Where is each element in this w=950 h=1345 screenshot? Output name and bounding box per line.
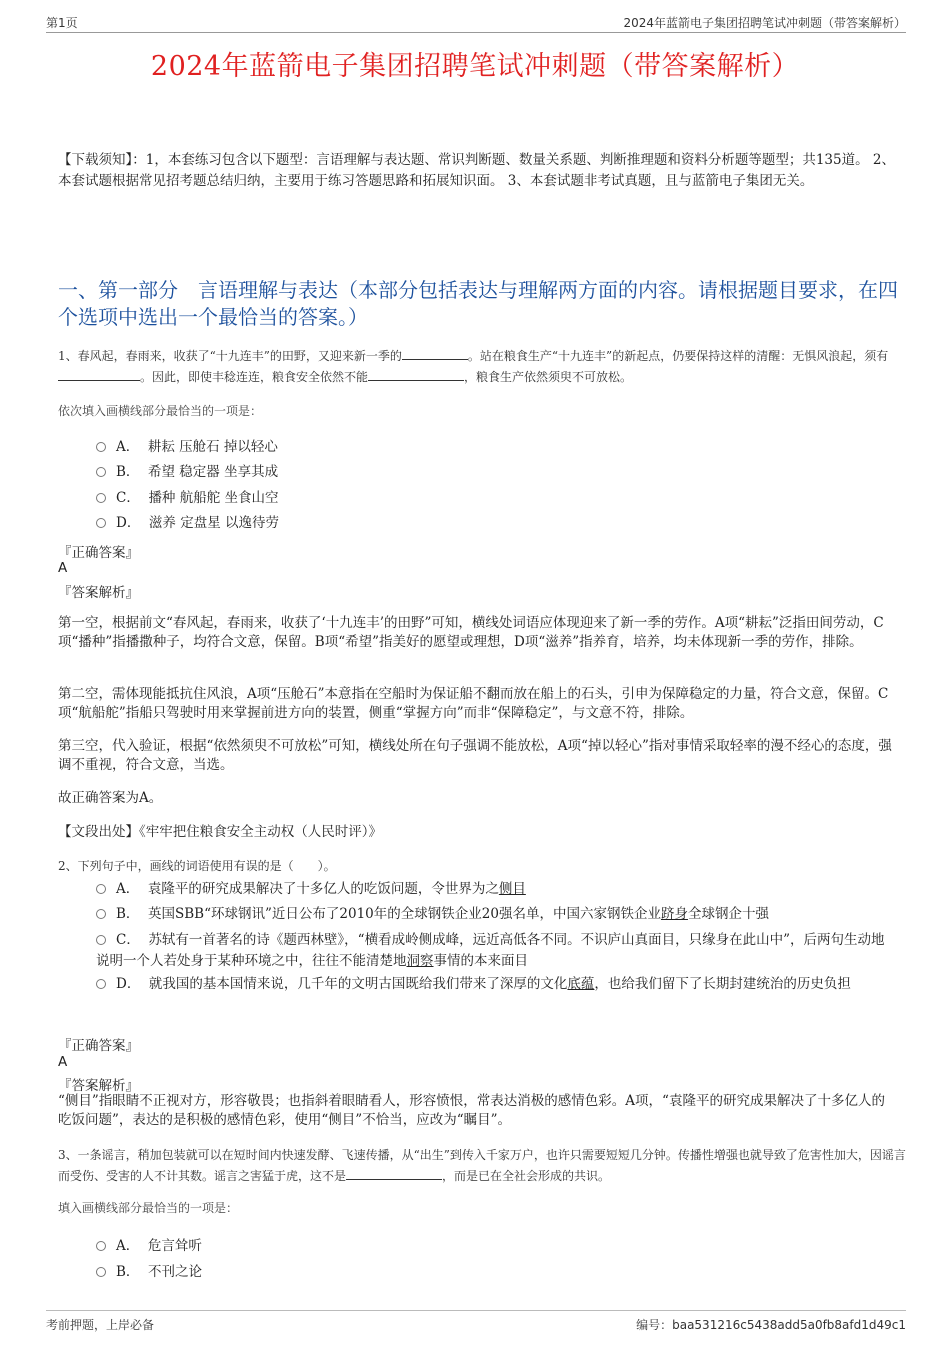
q3-option-b[interactable]: B． 不刊之论 <box>96 1262 202 1282</box>
download-notice <box>58 150 908 192</box>
question-1: 1、春风起，春雨来，收获了“十九连丰”的田野，又迎来新一季的 。站在粮食生产“十九连丰”的新起点，仍要保持这样的清醒：无惧风浪起，须有。因此，即使丰稔连连，粮食安全依然不能 ，粮食生产依然须臾不可放松。 <box>58 349 889 384</box>
q2-answer: A <box>58 1054 68 1070</box>
notice-lead: 【下载须知】 <box>58 152 133 168</box>
q1-source: 【文段出处】《牢牢把住粮食安全主动权（人民时评）》 <box>58 824 382 840</box>
blank-1 <box>346 1167 442 1180</box>
q2-answer-label: 『正确答案』 <box>58 1038 139 1054</box>
q1-analysis-para-3: 第三空，代入验证，根据“依然须臾不可放松”可知，横线处所在句子强调不能放松，A项“掉以轻心”指对事情采取轻率的漫不经心的态度，强调不重视，符合文意，当选。 <box>58 738 892 773</box>
blank-1 <box>402 347 468 360</box>
q2-analysis-label: 『答案解析』 <box>58 1078 139 1094</box>
blank-3 <box>368 368 464 381</box>
header-doc-title: 2024年蓝箭电子集团招聘笔试冲刺题（带答案解析） <box>623 16 906 30</box>
radio-icon[interactable] <box>96 518 106 528</box>
q1-answer: A <box>58 560 68 576</box>
q1-option-c[interactable]: C． 播种 航船舵 坐食山空 <box>96 488 279 508</box>
q1-analysis-para-1: 第一空，根据前文“春风起，春雨来，收获了‘十九连丰’的田野”可知，横线处词语应体现迎来了新一季的劳作。A项“耕耘”泛指田间劳动，C项“播种”指播撒种子，均符合文意，保留。B项“希望”指美好的愿望或理想，D项“滋养”指养育，培养，均未体现新一季的劳作，排除。 <box>58 615 884 650</box>
question-3-prompt: 填入画横线部分最恰当的一项是： <box>58 1201 239 1215</box>
q1-option-d[interactable]: D． 滋养 定盘星 以逸待劳 <box>96 513 279 533</box>
radio-icon[interactable] <box>96 979 106 989</box>
q3-option-a[interactable]: A． 危言耸听 <box>96 1236 202 1256</box>
radio-icon[interactable] <box>96 467 106 477</box>
question-2: 2、下列句子中，画线的词语使用有误的是（ ）。 <box>58 859 336 873</box>
q2-option-c[interactable]: C． 苏轼有一首著名的诗《题西林壁》，“横看成岭侧成峰，远近高低各不同。不识庐山真面目，只缘身在此山中”，后两句生动地说明一个人若处身于某种环境之中，往往不能清楚地洞察事情的本来面目 <box>96 932 885 969</box>
q1-analysis-para-4: 故正确答案为A。 <box>58 790 163 806</box>
radio-icon[interactable] <box>96 884 106 894</box>
q2-analysis: “侧目”指眼睛不正视对方，形容敬畏；也指斜着眼睛看人，形容愤恨，常表达消极的感情色彩。A项，“袁隆平的研究成果解决了十多亿人的吃饭问题”，表达的是积极的感情色彩，使用“侧目”不恰当，应改为“瞩目”。 <box>58 1093 885 1128</box>
footer-divider <box>46 1310 906 1311</box>
q1-analysis-para-2: 第二空，需体现能抵抗住风浪，A项“压舱石”本意指在空船时为保证船不翻而放在船上的石头，引申为保障稳定的力量，符合文意，保留。C项“航船舵”指船只驾驶时用来掌握前进方向的装置，侧重“掌握方向”而非“保障稳定”，与文意不符，排除。 <box>58 686 889 721</box>
radio-icon[interactable] <box>96 909 106 919</box>
question-1-prompt: 依次填入画横线部分最恰当的一项是： <box>58 404 263 418</box>
radio-icon[interactable] <box>96 493 106 503</box>
page-number: 第1页 <box>46 16 78 30</box>
q1-option-a[interactable]: A． 耕耘 压舱石 掉以轻心 <box>96 437 278 457</box>
radio-icon[interactable] <box>96 1241 106 1251</box>
blank-2 <box>58 368 140 381</box>
radio-icon[interactable] <box>96 935 106 945</box>
notice-body: ：1，本套练习包含以下题型：言语理解与表达题、常识判断题、数量关系题、判断推理题和资料分析题等题型；共135道。 2、本套试题根据常见招考题总结归纳，主要用于练习答题思路和拓展知识面。 3、本套试题非考试真题，且与蓝箭电子集团无关。 <box>58 152 895 189</box>
radio-icon[interactable] <box>96 442 106 452</box>
header-divider <box>46 32 906 33</box>
radio-icon[interactable] <box>96 1267 106 1277</box>
document-title: 2024年蓝箭电子集团招聘笔试冲刺题（带答案解析） <box>150 51 800 82</box>
q2-option-d[interactable]: D． 就我国的基本国情来说，几千年的文明古国既给我们带来了深厚的文化底蕴，也给我们留下了长期封建统治的历史负担 <box>96 974 896 995</box>
question-3: 3、一条谣言，稍加包装就可以在短时间内快速发酵、飞速传播，从“出生”到传入千家万户，也许只需要短短几分钟。传播性增强也就导致了危害性加大，因谣言而受伤、受害的人不计其数。谣言之害猛于虎，这不是 ，而是已在全社会形成的共识。 <box>58 1148 906 1183</box>
q1-answer-label: 『正确答案』 <box>58 545 139 561</box>
q1-analysis-label: 『答案解析』 <box>58 585 139 601</box>
footer-slogan: 考前押题，上岸必备 <box>46 1318 155 1332</box>
q1-option-b[interactable]: B． 希望 稳定器 坐享其成 <box>96 462 278 482</box>
section-heading: 一、第一部分 言语理解与表达（本部分包括表达与理解两方面的内容。请根据题目要求，在四个选项中选出一个最恰当的答案。） <box>58 278 898 329</box>
q2-option-a[interactable]: A． 袁隆平的研究成果解决了十多亿人的吃饭问题，令世界为之侧目 <box>96 879 896 900</box>
q2-option-b[interactable]: B． 英国SBB“环球钢讯”近日公布了2010年的全球钢铁企业20强名单，中国六家钢铁企业跻身全球钢企十强 <box>96 904 896 925</box>
footer-code: 编号：baa531216c5438add5a0fb8afd1d49c1 <box>636 1318 906 1332</box>
